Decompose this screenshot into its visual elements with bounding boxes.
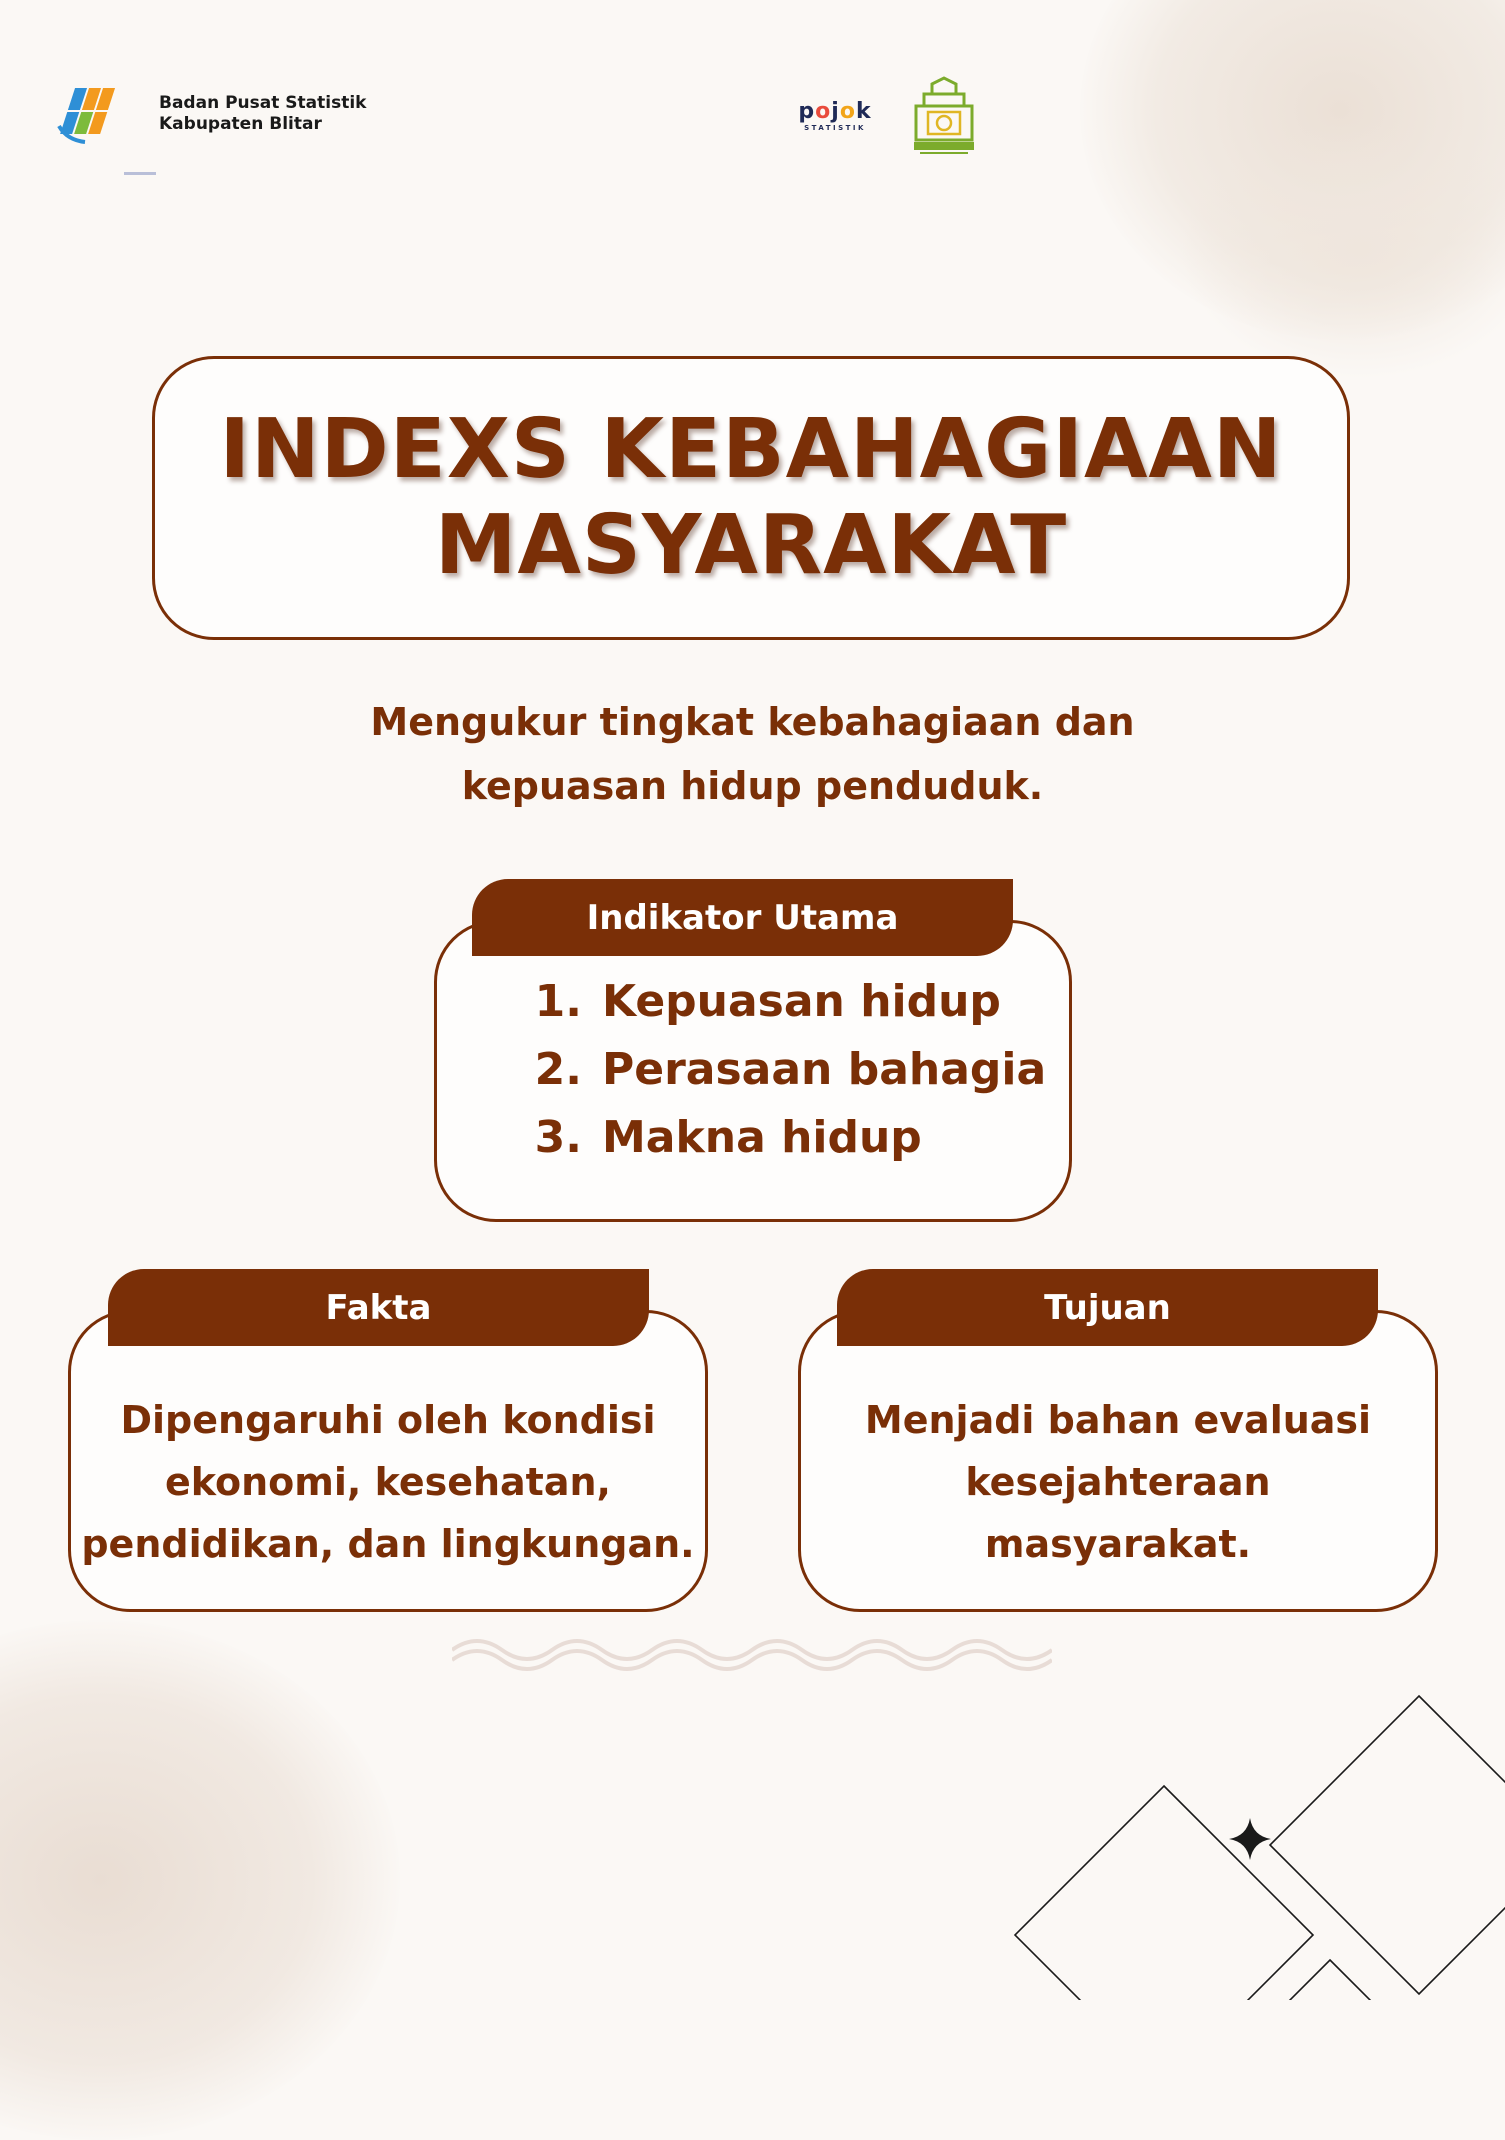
pojok-statistik-logo bbox=[793, 100, 877, 132]
tujuan-card bbox=[798, 1310, 1438, 1612]
fakta-tab: Fakta bbox=[108, 1269, 649, 1346]
pojok-sub: STATISTIK bbox=[804, 124, 866, 132]
background-blob-bottom-left bbox=[0, 1620, 400, 2140]
title-box bbox=[152, 356, 1350, 640]
indikator-item bbox=[516, 1104, 1046, 1172]
bps-logo-icon bbox=[55, 82, 135, 146]
pojok-letter: p bbox=[798, 99, 816, 124]
indikator-item bbox=[516, 1036, 1046, 1104]
fakta-line: ekonomi, kesehatan, bbox=[165, 1460, 611, 1504]
pojok-letter: j bbox=[831, 99, 840, 124]
indikator-item-label: Kepuasan hidup bbox=[602, 976, 1001, 1027]
pojok-letter: o bbox=[839, 99, 856, 124]
pojok-letter: o bbox=[815, 99, 832, 124]
org-name-line1: Badan Pusat Statistik bbox=[159, 93, 367, 113]
fakta-body bbox=[71, 1389, 705, 1575]
tujuan-line: Menjadi bahan evaluasi bbox=[864, 1398, 1372, 1442]
page-title bbox=[219, 402, 1282, 594]
wave-divider bbox=[452, 1628, 1052, 1678]
subtitle bbox=[300, 690, 1205, 818]
unu-blitar-logo-icon bbox=[908, 76, 980, 156]
header-org bbox=[55, 82, 366, 146]
indikator-item bbox=[516, 968, 1046, 1036]
diamond-decoration bbox=[1000, 1690, 1505, 2000]
indikator-item-label: Perasaan bahagia bbox=[602, 1044, 1047, 1095]
tujuan-line: masyarakat. bbox=[984, 1522, 1252, 1566]
page-title-line1: INDEXS KEBAHAGIAAN bbox=[219, 402, 1283, 497]
fakta-card bbox=[68, 1310, 708, 1612]
subtitle-line2: kepuasan hidup penduduk. bbox=[461, 764, 1044, 808]
page-title-line2: MASYARAKAT bbox=[434, 498, 1068, 593]
header-underline bbox=[124, 172, 156, 175]
indikator-item-number: 1. bbox=[534, 976, 582, 1027]
indikator-item-number: 2. bbox=[534, 1044, 582, 1095]
subtitle-line1: Mengukur tingkat kebahagiaan dan bbox=[370, 700, 1135, 744]
pojok-letter: k bbox=[855, 99, 872, 124]
indikator-tab: Indikator Utama bbox=[472, 879, 1013, 956]
tujuan-tab: Tujuan bbox=[837, 1269, 1378, 1346]
pojok-word bbox=[793, 100, 877, 124]
tujuan-line: kesejahteraan bbox=[965, 1460, 1271, 1504]
indikator-item-number: 3. bbox=[534, 1112, 582, 1163]
org-name-line2: Kabupaten Blitar bbox=[159, 114, 322, 134]
org-name bbox=[159, 93, 366, 135]
indikator-list bbox=[516, 968, 1046, 1172]
fakta-line: Dipengaruhi oleh kondisi bbox=[120, 1398, 656, 1442]
fakta-line: pendidikan, dan lingkungan. bbox=[81, 1522, 695, 1566]
sparkle-icon bbox=[1229, 1818, 1271, 1860]
tujuan-body bbox=[801, 1389, 1435, 1575]
indikator-item-label: Makna hidup bbox=[602, 1112, 922, 1163]
